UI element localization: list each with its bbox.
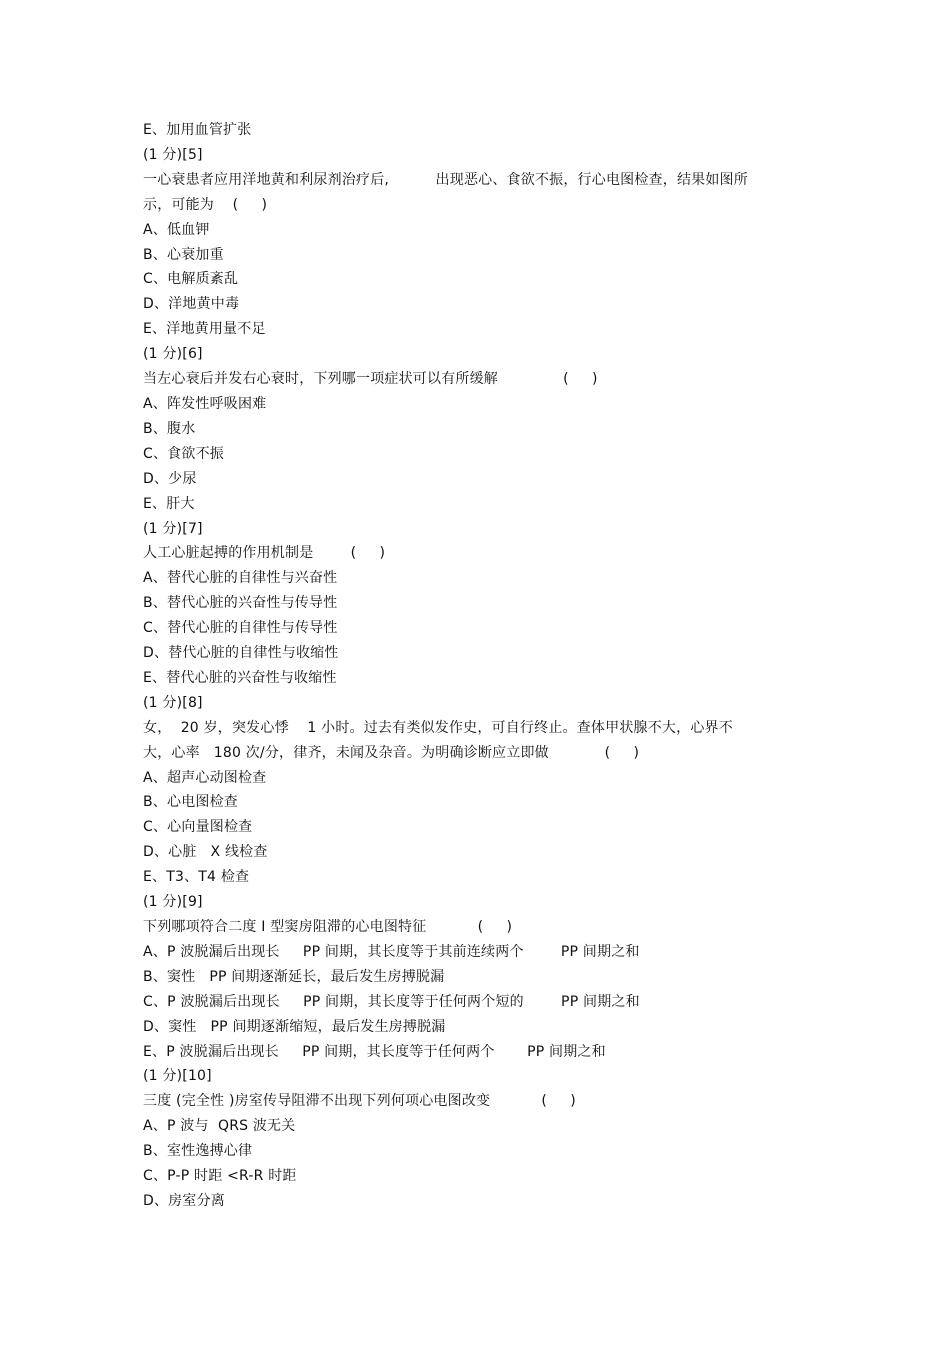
question-7-stem: 人工心脏起搏的作用机制是 ( ) (143, 545, 386, 562)
question-5-option-b: B、心衰加重 (143, 246, 224, 263)
question-5-option-e: E、洋地黄用量不足 (143, 321, 266, 338)
option-e-q4: E、加用血管扩张 (143, 122, 252, 138)
question-9-option-b: B、窦性 PP 间期逐渐延长，最后发生房搏脱漏 (143, 968, 445, 985)
question-9-stem: 下列哪项符合二度 I 型窦房阻滞的心电图特征 ( ) (143, 919, 513, 935)
question-7-option-e: E、替代心脏的兴奋性与收缩性 (143, 669, 337, 686)
question-10-option-b: B、室性逸搏心律 (143, 1143, 253, 1160)
question-8-option-e: E、T3、T4 检查 (143, 869, 250, 886)
question-7-score: (1 分)[7] (143, 520, 203, 537)
question-8-option-b: B、心电图检查 (143, 794, 239, 811)
question-9-option-a: A、P 波脱漏后出现长 PP 间期，其长度等于其前连续两个 PP 间期之和 (143, 943, 640, 960)
question-5-option-d: D、洋地黄中毒 (143, 296, 240, 313)
question-5-option-c: C、电解质紊乱 (143, 271, 239, 288)
question-8-stem-line-1: 女， 20 岁，突发心悸 1 小时。过去有类似发作史，可自行终止。查体甲状腺不大，心界不 (143, 719, 733, 736)
question-8-option-a: A、超声心动图检查 (143, 769, 267, 786)
question-7-option-a: A、替代心脏的自律性与兴奋性 (143, 570, 338, 587)
question-10-stem: 三度 (完全性 )房室传导阻滞不出现下列何项心电图改变 ( ) (143, 1093, 576, 1110)
question-6-option-e: E、肝大 (143, 495, 195, 512)
question-7-option-b: B、替代心脏的兴奋性与传导性 (143, 595, 338, 612)
question-9-score: (1 分)[9] (143, 894, 203, 911)
document-body (143, 118, 823, 1214)
question-7-option-d: D、替代心脏的自律性与收缩性 (143, 645, 339, 662)
question-5-stem-line-1: 一心衰患者应用洋地黄和利尿剂治疗后, 出现恶心、食欲不振，行心电图检查，结果如图所 (143, 171, 748, 188)
question-6-option-a: A、阵发性呼吸困难 (143, 395, 267, 412)
question-6-option-b: B、腹水 (143, 420, 196, 437)
question-8-option-c: C、心向量图检查 (143, 819, 253, 836)
question-5-option-a: A、低血钾 (143, 221, 210, 238)
question-6-option-d: D、少尿 (143, 470, 197, 487)
question-9-option-c: C、P 波脱漏后出现长 PP 间期，其长度等于任何两个短的 PP 间期之和 (143, 993, 640, 1010)
question-5-stem-line-2: 示，可能为 ( ) (143, 196, 268, 213)
question-10-option-a: A、P 波与 QRS 波无关 (143, 1118, 296, 1135)
question-6-stem: 当左心衰后并发右心衰时，下列哪一项症状可以有所缓解 ( ) (143, 371, 598, 388)
question-8-stem-line-2: 大，心率 180 次/分，律齐，未闻及杂音。为明确诊断应立即做 ( ) (143, 744, 640, 761)
question-10-score: (1 分)[10] (143, 1068, 212, 1085)
question-10-option-c: C、P-P 时距 <R-R 时距 (143, 1168, 297, 1185)
question-6-score: (1 分)[6] (143, 346, 203, 363)
question-9-option-d: D、窦性 PP 间期逐渐缩短，最后发生房搏脱漏 (143, 1018, 446, 1035)
question-7-option-c: C、替代心脏的自律性与传导性 (143, 620, 338, 637)
question-9-option-e: E、P 波脱漏后出现长 PP 间期，其长度等于任何两个 PP 间期之和 (143, 1043, 606, 1060)
question-5-score: (1 分)[5] (143, 146, 203, 163)
question-8-option-d: D、心脏 X 线检查 (143, 844, 268, 861)
question-6-option-c: C、食欲不振 (143, 445, 224, 462)
question-8-score: (1 分)[8] (143, 694, 203, 711)
question-10-option-d: D、房室分离 (143, 1192, 225, 1209)
